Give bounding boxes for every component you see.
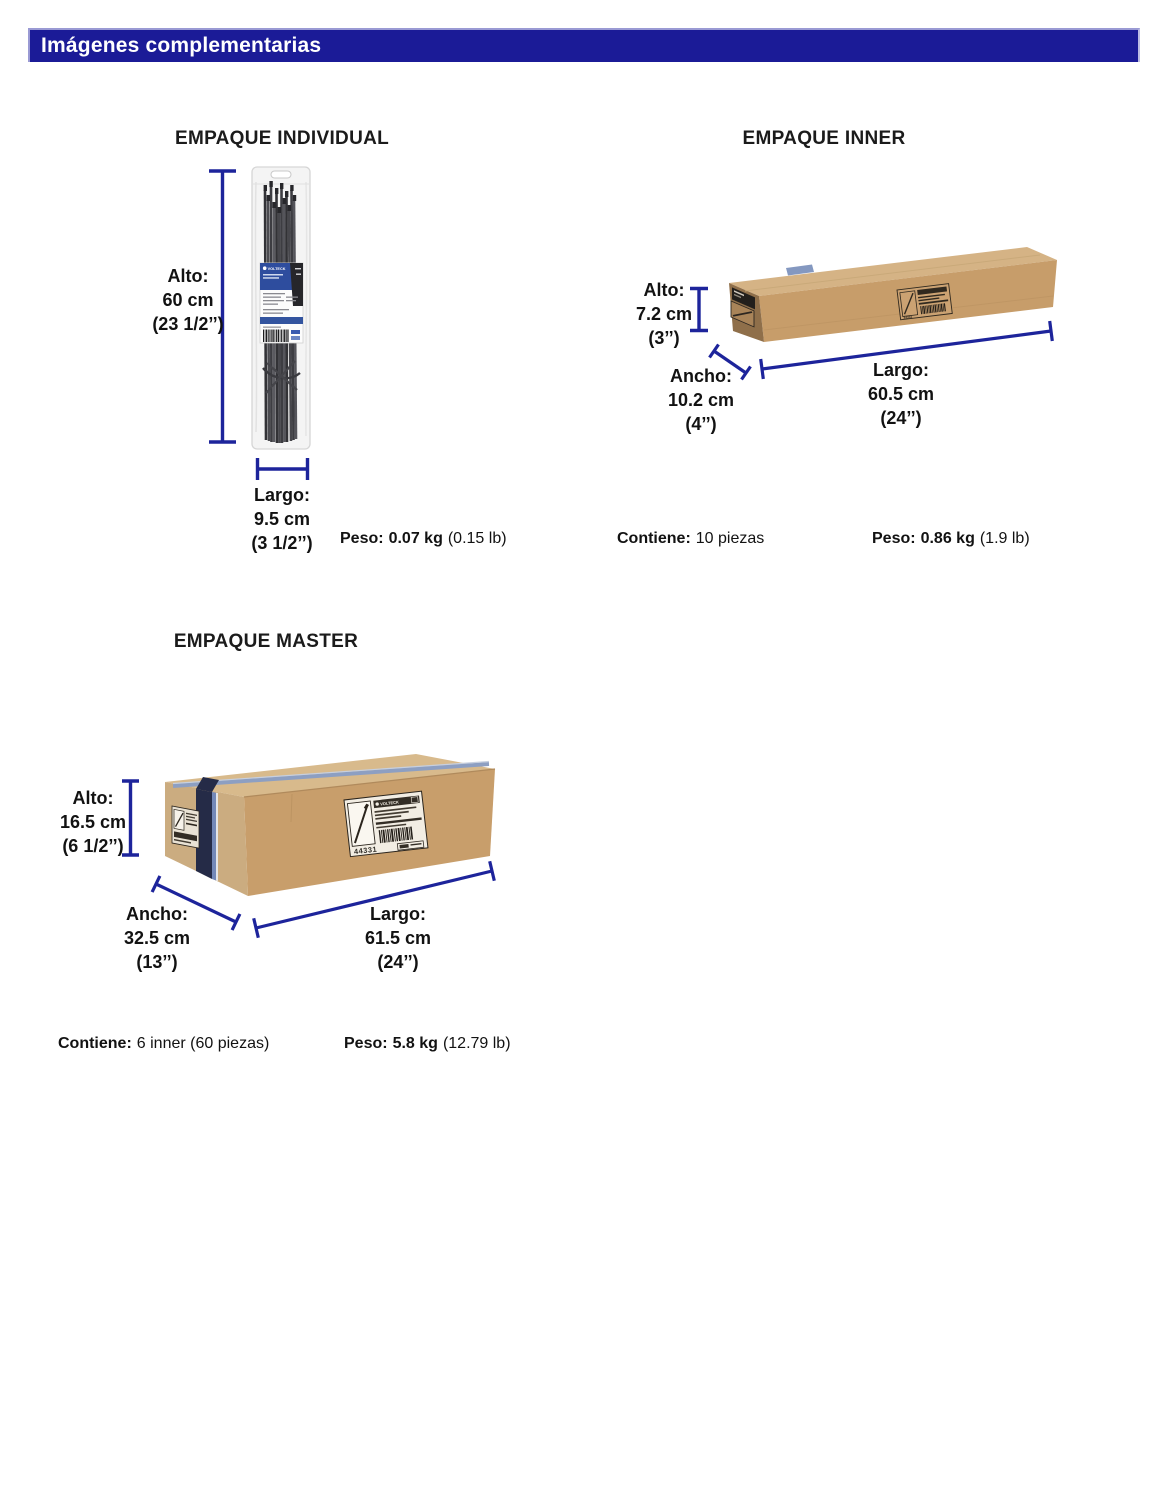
contiene-label: Contiene:	[617, 530, 691, 547]
inner-largo-dimension	[868, 358, 934, 430]
peso-extra: (12.79 lb)	[442, 1035, 511, 1052]
peso-extra: (1.9 lb)	[979, 530, 1030, 547]
dim-value-metric: 7.2 cm	[635, 304, 693, 324]
peso-value: 0.86 kg	[920, 530, 975, 547]
dim-value-inches: (4’’)	[685, 414, 717, 434]
brand-text: VOLTECK	[379, 799, 400, 807]
contiene-value: 10 piezas	[695, 530, 765, 547]
dim-value-inches: (24’’)	[880, 408, 922, 428]
dim-value-inches: (24’’)	[377, 952, 419, 972]
dim-label: Ancho:	[670, 366, 732, 386]
inner-peso-row	[872, 530, 1030, 548]
dim-value-metric: 10.2 cm	[667, 390, 735, 410]
master-largo-dimension	[365, 902, 431, 974]
dim-value-metric: 16.5 cm	[59, 812, 127, 832]
dim-value-metric: 32.5 cm	[123, 928, 191, 948]
inner-alto-dimension-line	[690, 289, 708, 331]
peso-label: Peso:	[340, 530, 384, 547]
inner-section-title: EMPAQUE INNER	[742, 128, 906, 149]
individual-largo-dimension-line	[258, 458, 308, 480]
master-contiene-row	[58, 1035, 269, 1053]
dim-label: Alto:	[72, 788, 114, 808]
contiene-label: Contiene:	[58, 1035, 132, 1052]
peso-value: 0.07 kg	[388, 530, 443, 547]
master-peso-row	[344, 1035, 511, 1053]
inner-alto-dimension	[636, 278, 692, 350]
dim-label: Alto:	[643, 280, 685, 300]
master-front-label	[344, 791, 428, 856]
dim-value-inches: (3’’)	[648, 328, 680, 348]
dim-value-metric: 9.5 cm	[253, 509, 311, 529]
dim-label: Largo:	[253, 485, 310, 505]
master-end-label	[172, 806, 199, 848]
inner-ancho-dimension	[668, 364, 734, 436]
master-ancho-dimension	[124, 902, 190, 974]
dim-value-metric: 60 cm	[162, 290, 214, 310]
box-code-text: 44331	[903, 314, 913, 320]
dim-label: Largo:	[370, 904, 426, 924]
master-alto-dimension	[60, 786, 126, 858]
individual-alto-dimension	[152, 264, 223, 336]
individual-section-title: EMPAQUE INDIVIDUAL	[174, 128, 390, 149]
brand-logo-dot	[263, 266, 267, 270]
peso-label: Peso:	[872, 530, 916, 547]
peso-label: Peso:	[344, 1035, 388, 1052]
product-label	[260, 263, 303, 343]
box-code-text: 44331	[353, 844, 378, 857]
brand-text: VOLTECK	[267, 267, 286, 271]
individual-peso-row	[340, 530, 507, 548]
peso-value: 5.8 kg	[392, 1035, 438, 1052]
dim-value-inches: (6 1/2’’)	[62, 836, 124, 856]
peso-extra: (0.15 lb)	[447, 530, 507, 547]
master-section-title: EMPAQUE MASTER	[173, 631, 359, 652]
inner-front-label	[897, 284, 952, 321]
dim-label: Largo:	[873, 360, 929, 380]
dim-value-inches: (13’’)	[136, 952, 178, 972]
dim-value-metric: 60.5 cm	[867, 384, 935, 404]
page-title: Imágenes complementarias	[41, 34, 322, 57]
dim-value-inches: (3 1/2’’)	[251, 533, 313, 553]
hang-hole	[271, 171, 291, 178]
dim-label: Alto:	[167, 266, 209, 286]
individual-largo-dimension	[251, 483, 312, 555]
dim-value-metric: 61.5 cm	[364, 928, 432, 948]
dim-label: Ancho:	[126, 904, 188, 924]
dim-value-inches: (23 1/2’’)	[152, 314, 224, 334]
inner-contiene-row	[617, 530, 764, 548]
contiene-value: 6 inner (60 piezas)	[136, 1035, 270, 1052]
individual-package-illustration	[209, 167, 310, 480]
